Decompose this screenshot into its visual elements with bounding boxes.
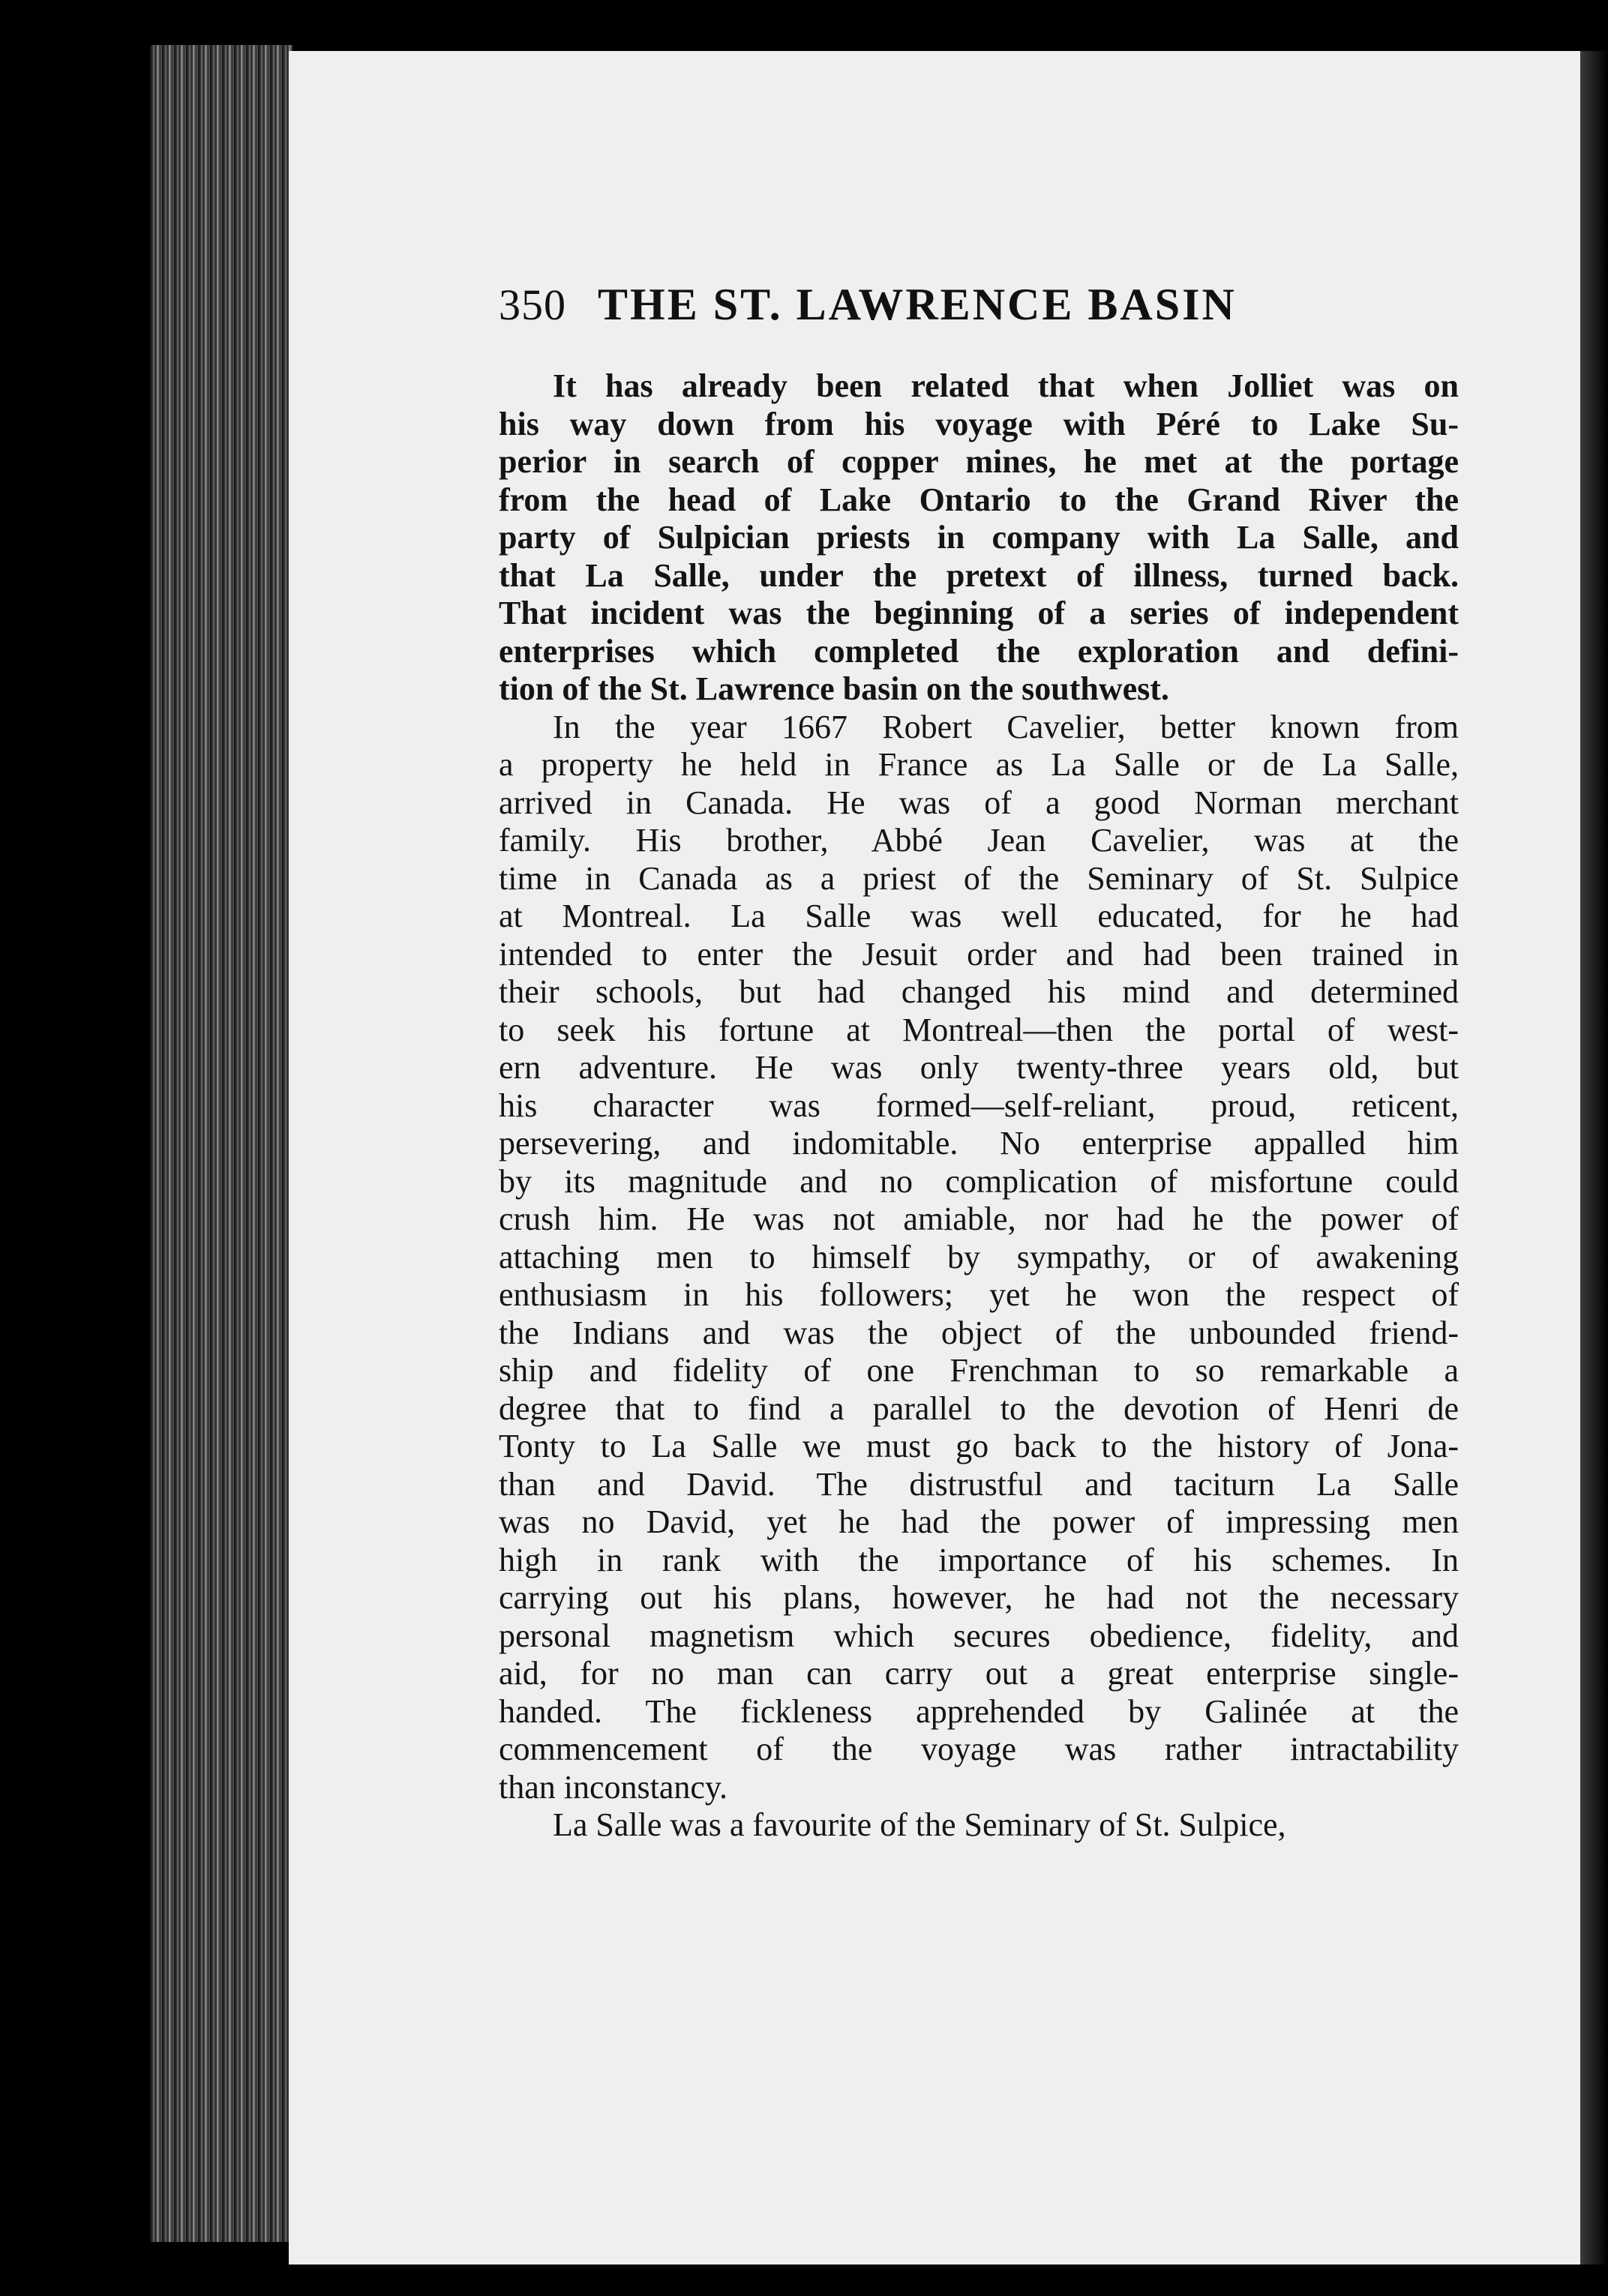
text-line: was no David, yet he had the power of impressing men [499,1503,1459,1540]
text-line: ern adventure. He was only twenty-three years old, but [499,1049,1459,1086]
gutter-shadow [1580,51,1608,2265]
text-line: handed. The fickleness apprehended by Galinée at the [499,1692,1459,1730]
text-line: persevering, and indomitable. No enterprise appalled him [499,1125,1459,1161]
text-line: party of Sulpician priests in company with La Salle, and [499,519,1459,556]
text-line: crush him. He was not amiable, nor had he the power of [499,1200,1459,1237]
text-line: arrived in Canada. He was of a good Norman merchant [499,784,1459,821]
text-line: enterprises which completed the exploration and defini- [499,632,1459,670]
text-line: from the head of Lake Ontario to the Grand River the [499,481,1459,518]
text-line: perior in search of copper mines, he met at the portage [499,443,1459,480]
text-line: attaching men to himself by sympathy, or of awakening [499,1238,1459,1275]
text-line: tion of the St. Lawrence basin on the southwest. [499,670,1169,707]
text-line: carrying out his plans, however, he had not the necessary [499,1579,1459,1616]
text-line: ship and fidelity of one Frenchman to so remarkable a [499,1352,1459,1389]
text-line: a property he held in France as La Salle or de La Salle, [499,746,1459,783]
text-line: commencement of the voyage was rather intractability [499,1731,1459,1767]
text-line: It has already been related that when Jolliet was on [553,367,1459,404]
text-line: family. His brother, Abbé Jean Cavelier, was at the [499,822,1459,859]
text-line: enthusiasm in his followers; yet he won the respect of [499,1276,1459,1313]
text-line: than inconstancy. [499,1768,728,1806]
body-text [499,367,1459,1845]
text-line: than and David. The distrustful and taciturn La Salle [499,1465,1459,1503]
text-line: his character was formed—self-reliant, proud, reticent, [499,1087,1459,1124]
text-line: Tonty to La Salle we must go back to the history of Jona- [499,1428,1459,1464]
text-line: their schools, but had changed his mind and determined [499,973,1459,1010]
book-page-edges [150,45,292,2242]
chapter-title: THE ST. LAWRENCE BASIN [598,280,1237,329]
text-line: time in Canada as a priest of the Seminary of St. Sulpice [499,859,1459,897]
text-line: That incident was the beginning of a series of independent [499,595,1459,631]
paragraph-1 [499,367,1459,709]
text-line: at Montreal. La Salle was well educated, for he had [499,898,1459,934]
text-line: La Salle was a favourite of the Seminary of St. Sulpice, [553,1806,1286,1843]
text-line: the Indians and was the object of the unbounded friend- [499,1314,1459,1351]
paragraph-3 [499,1806,1459,1845]
text-line: to seek his fortune at Montreal—then the portal of west- [499,1011,1459,1048]
text-line: high in rank with the importance of his schemes. In [499,1541,1459,1578]
text-line: that La Salle, under the pretext of illness, turned back. [499,556,1459,594]
text-line: by its magnitude and no complication of misfortune could [499,1162,1459,1200]
text-line: his way down from his voyage with Péré to Lake Su- [499,405,1459,442]
paragraph-2 [499,709,1459,1807]
text-line: degree that to find a parallel to the devotion of Henri de [499,1389,1459,1427]
text-line: aid, for no man can carry out a great enterprise single- [499,1655,1459,1692]
page-number: 350 [499,280,566,329]
text-line: personal magnetism which secures obedience, fidelity, and [499,1617,1459,1654]
text-line: intended to enter the Jesuit order and had been trained in [499,935,1459,973]
text-line: In the year 1667 Robert Cavelier, better known from [553,708,1459,745]
running-head [499,279,1436,346]
